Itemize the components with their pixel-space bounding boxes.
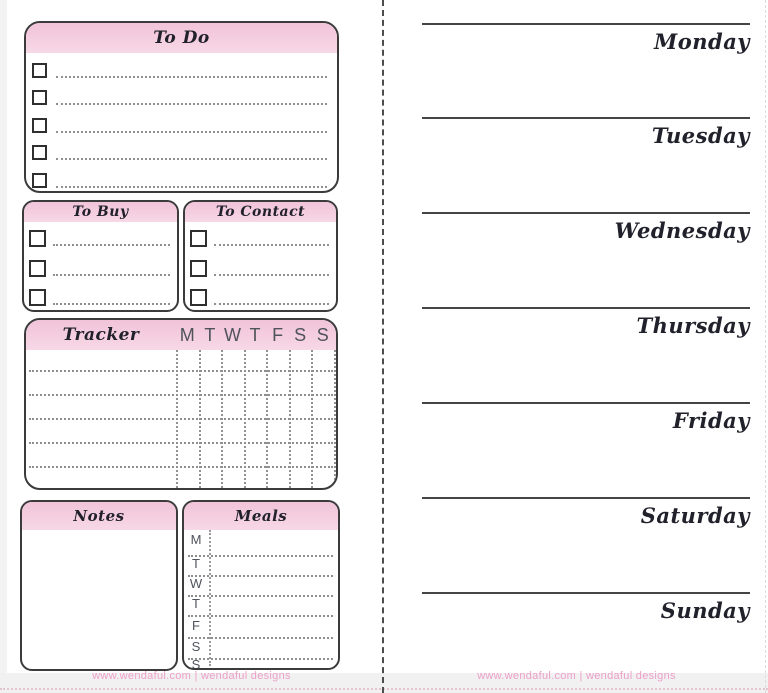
write-line bbox=[214, 244, 329, 246]
tracker-title bbox=[26, 320, 176, 350]
meals-day-t2: T bbox=[192, 596, 200, 611]
write-line bbox=[56, 186, 327, 188]
checkbox-icon[interactable] bbox=[190, 260, 207, 277]
tracker-day-s: S bbox=[294, 324, 307, 345]
meals-day-s: S bbox=[191, 639, 201, 654]
meals-row-line bbox=[188, 637, 333, 639]
checkbox-icon[interactable] bbox=[32, 118, 47, 133]
to-buy-row bbox=[24, 222, 177, 251]
to-contact-row bbox=[185, 222, 336, 251]
left-page-footer: www.wendaful.com | wendaful designs bbox=[92, 670, 291, 682]
write-line bbox=[53, 244, 170, 246]
meals-day-t: T bbox=[192, 556, 200, 571]
notes-header bbox=[22, 502, 176, 530]
day-rule-line bbox=[422, 497, 750, 499]
page-edge-left bbox=[0, 0, 7, 693]
to-buy-title: To Buy bbox=[72, 204, 129, 220]
meals-row-line bbox=[188, 555, 333, 557]
tracker-day-m: M bbox=[179, 324, 195, 345]
meals-divider-line bbox=[209, 530, 211, 666]
tracker-day-w: W bbox=[223, 324, 241, 345]
tracker-title-text: Tracker bbox=[62, 325, 140, 345]
day-label-tuesday: Tuesday bbox=[651, 123, 750, 148]
page-divider-cut-line bbox=[382, 0, 384, 693]
right-cut-line bbox=[765, 0, 766, 693]
write-line bbox=[56, 76, 327, 78]
todo-row bbox=[26, 108, 337, 136]
meals-title: Meals bbox=[234, 507, 288, 525]
to-buy-header bbox=[24, 202, 177, 222]
todo-row bbox=[26, 81, 337, 109]
todo-rows bbox=[26, 53, 337, 191]
checkbox-icon[interactable] bbox=[190, 230, 207, 247]
write-line bbox=[53, 303, 170, 305]
to-buy-box bbox=[22, 200, 179, 312]
to-contact-box bbox=[183, 200, 338, 312]
bottom-cut-line bbox=[0, 688, 768, 690]
tracker-box bbox=[24, 318, 338, 490]
todo-box bbox=[24, 21, 339, 193]
day-rule-line bbox=[422, 117, 750, 119]
tracker-day-f: F bbox=[272, 324, 284, 345]
tracker-day-t: T bbox=[204, 324, 216, 345]
checkbox-icon[interactable] bbox=[29, 289, 46, 306]
meals-day-m: M bbox=[190, 532, 202, 547]
meals-row-line bbox=[188, 575, 333, 577]
tracker-day-headers bbox=[176, 320, 334, 350]
write-line bbox=[56, 158, 327, 160]
day-rule-line bbox=[422, 23, 750, 25]
todo-row bbox=[26, 163, 337, 191]
todo-title: To Do bbox=[153, 28, 210, 48]
day-label-thursday: Thursday bbox=[636, 313, 750, 338]
tracker-grid-line bbox=[334, 350, 336, 488]
day-label-sunday: Sunday bbox=[660, 598, 750, 623]
notes-box bbox=[20, 500, 178, 671]
to-buy-row bbox=[24, 251, 177, 280]
todo-row bbox=[26, 53, 337, 81]
todo-header bbox=[26, 23, 337, 53]
day-label-wednesday: Wednesday bbox=[614, 218, 750, 243]
tracker-row-line bbox=[29, 370, 333, 372]
tracker-row-line bbox=[29, 442, 333, 444]
to-contact-row bbox=[185, 251, 336, 280]
write-line bbox=[214, 303, 329, 305]
tracker-row-line bbox=[29, 418, 333, 420]
checkbox-icon[interactable] bbox=[29, 260, 46, 277]
meals-box bbox=[182, 500, 340, 670]
meals-header bbox=[184, 502, 338, 530]
day-rule-line bbox=[422, 212, 750, 214]
to-contact-rows bbox=[185, 222, 336, 310]
tracker-row-line bbox=[29, 394, 333, 396]
day-label-friday: Friday bbox=[672, 408, 750, 433]
tracker-row-line bbox=[29, 466, 333, 468]
notes-title: Notes bbox=[73, 507, 125, 525]
checkbox-icon[interactable] bbox=[32, 145, 47, 160]
to-buy-rows bbox=[24, 222, 177, 310]
checkbox-icon[interactable] bbox=[32, 90, 47, 105]
write-line bbox=[56, 131, 327, 133]
to-contact-title: To Contact bbox=[215, 204, 306, 220]
day-label-saturday: Saturday bbox=[640, 503, 750, 528]
meals-row-line bbox=[188, 615, 333, 617]
meals-row-line bbox=[188, 658, 333, 660]
tracker-day-t2: T bbox=[249, 324, 261, 345]
day-rule-line bbox=[422, 307, 750, 309]
checkbox-icon[interactable] bbox=[32, 63, 47, 78]
day-rule-line bbox=[422, 402, 750, 404]
to-contact-header bbox=[185, 202, 336, 222]
checkbox-icon[interactable] bbox=[32, 173, 47, 188]
write-line bbox=[53, 274, 170, 276]
checkbox-icon[interactable] bbox=[190, 289, 207, 306]
meals-day-f: F bbox=[192, 618, 200, 633]
day-rule-line bbox=[422, 592, 750, 594]
meals-day-s2: S bbox=[191, 657, 201, 670]
meals-day-w: W bbox=[189, 576, 203, 591]
tracker-day-s2: S bbox=[316, 324, 329, 345]
checkbox-icon[interactable] bbox=[29, 230, 46, 247]
day-label-monday: Monday bbox=[653, 29, 750, 54]
write-line bbox=[56, 103, 327, 105]
write-line bbox=[214, 274, 329, 276]
meals-row-line bbox=[188, 595, 333, 597]
to-buy-row bbox=[24, 281, 177, 310]
todo-row bbox=[26, 136, 337, 164]
right-page-footer: www.wendaful.com | wendaful designs bbox=[477, 670, 676, 682]
to-contact-row bbox=[185, 281, 336, 310]
